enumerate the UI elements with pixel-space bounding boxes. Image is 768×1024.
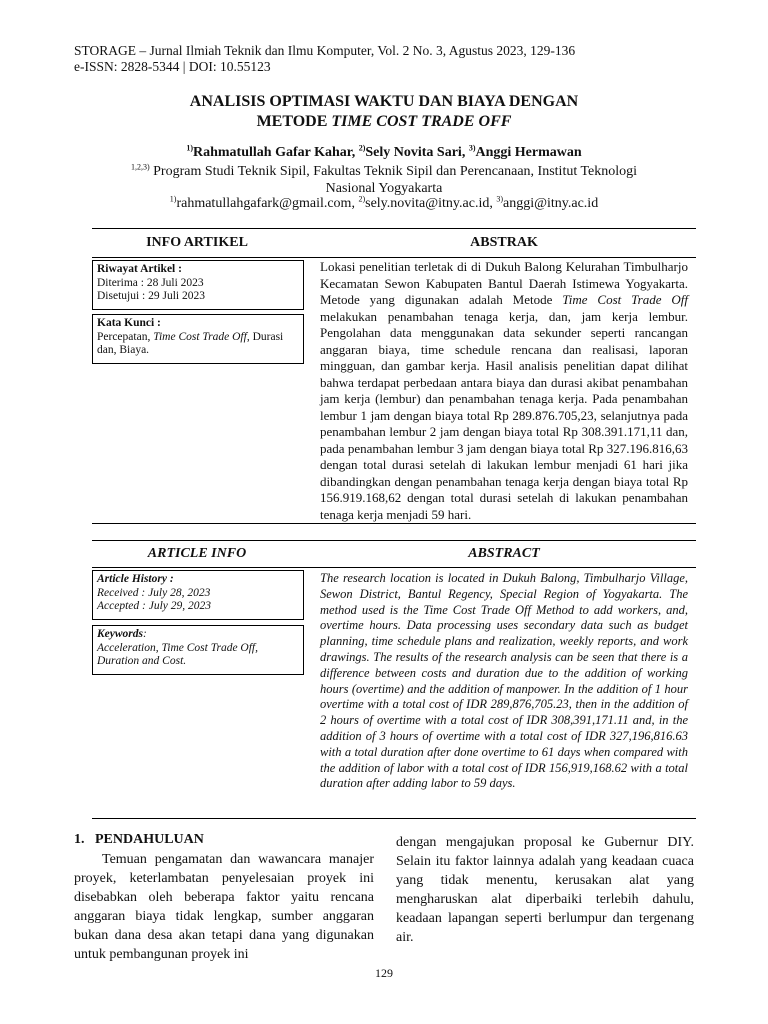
- journal-name: STORAGE: [74, 43, 137, 58]
- received-date-en: Received : July 28, 2023: [97, 586, 211, 599]
- keywords-label-en: [97, 628, 299, 642]
- abstrak-part: Lokasi penelitian terletak di di Dukuh Balong Kelurahan Timbulharjo Kecamatan Sewon Kabupaten Bantul Daerah Istimewa Yogyakarta. Metode yang digunakan adalah Metode: [320, 259, 688, 307]
- email[interactable]: sely.novita@itny.ac.id,: [365, 196, 497, 211]
- journal-header-line2: e-ISSN: 2828-5344 | DOI: 10.55123: [74, 59, 271, 74]
- history-label-en: Article History :: [97, 573, 174, 585]
- email[interactable]: anggi@itny.ac.id: [503, 196, 599, 211]
- keywords-label-bold: Keywords: [97, 628, 143, 640]
- keywords-box-en: [92, 625, 304, 675]
- email-sup: 1): [169, 194, 177, 204]
- abstrak-part: melakukan penambahan tenaga kerja, dan, jam kerja lembur. Pengolahan data menggunakan data sekunder seperti rancangan anggaran biaya, time schedule rencana dan realisasi, laporan mingguan, dan gambar kerja. Hasil analisis penelitian dapat dilihat bahwa terdapat perbedaan antara biaya dan durasi akibat penambahan jam kerja (lembur) dan penambahan tenaga kerja. Pada penambahan lembur 1 jam dengan biaya total Rp 289.876.705,23, selanjutnya pada penambahan lembur 2 jam dengan biaya total Rp 308.391.171,11 dan, pada penambahan lembur 3 jam dengan biaya total Rp 327.196.816,63 dengan total durasi setelah di lakukan lembur menjadi 61 hari jika dibandingkan dengan penambahan tenaga kerja dengan biaya total Rp 156.919.168,62 dengan total durasi setelah di lakukan penambahan tenaga kerja menjadi 59 hari.: [320, 308, 688, 522]
- page-number: 129: [375, 966, 393, 980]
- abstrak-heading: ABSTRAK: [470, 235, 538, 250]
- divider: [92, 567, 696, 568]
- keywords-text: [97, 331, 299, 358]
- journal-details: – Jurnal Ilmiah Teknik dan Ilmu Komputer, Vol. 2 No. 3, Agustus 2023, 129-136: [136, 43, 576, 58]
- keyword: Time Cost Trade Off: [153, 330, 247, 343]
- abstrak-part: Time Cost Trade Off: [562, 292, 689, 307]
- author-emails: [0, 196, 768, 212]
- keywords-text-en: Acceleration, Time Cost Trade Off, Duration and Cost.: [97, 641, 258, 667]
- divider: [92, 257, 696, 258]
- author-name: Rahmatullah Gafar Kahar,: [193, 145, 359, 160]
- abstrak-text: [320, 259, 688, 523]
- divider: [92, 228, 696, 229]
- affiliation-line1: Program Studi Teknik Sipil, Fakultas Teknik Sipil dan Perencanaan, Institut Teknologi: [149, 164, 638, 179]
- intro-right-column: dengan mengajukan proposal ke Gubernur DIY. Selain itu faktor lainnya adalah yang keadaan cuaca yang tidak menentu, kerusakan alat yang mengharuskan alat diperbaiki terlebih dahulu, keadaan lapangan seperti berlumpur dan tergenang air.: [396, 835, 694, 945]
- section-heading-introduction: 1. PENDAHULUAN: [74, 832, 204, 847]
- paper-title-line2: [0, 112, 768, 132]
- author-name: Anggi Hermawan: [475, 145, 582, 160]
- divider: [92, 540, 696, 541]
- intro-left-column: Temuan pengamatan dan wawancara manajer proyek, keterlambatan penyelesaian proyek ini disebabkan oleh beberapa faktor yaitu rencana anggaran biaya tidak lengkap, sumber anggaran bukan dana desa akan tetapi dana yang digunakan untuk pembangunan proyek ini: [74, 852, 374, 962]
- info-artikel-heading: INFO ARTIKEL: [146, 235, 248, 250]
- history-label: Riwayat Artikel :: [97, 263, 182, 275]
- author-sup: 1): [186, 143, 193, 153]
- divider: [92, 523, 696, 524]
- email-sup: 3): [496, 194, 504, 204]
- author-name: Sely Novita Sari,: [365, 145, 469, 160]
- title-prefix: METODE: [256, 113, 332, 130]
- keywords-colon: :: [143, 628, 147, 640]
- article-info-heading: ARTICLE INFO: [147, 546, 247, 561]
- accepted-date-en: Accepted : July 29, 2023: [97, 600, 211, 612]
- article-history-box: [92, 260, 304, 310]
- author-sup: 3): [468, 143, 476, 153]
- divider: [92, 818, 696, 819]
- email-sup: 2): [358, 194, 366, 204]
- author-list: [0, 145, 768, 161]
- keywords-box: [92, 314, 304, 364]
- keyword: , Durasi dan, Biaya.: [97, 330, 284, 356]
- abstract-heading: ABSTRACT: [468, 546, 540, 561]
- email[interactable]: rahmatullahgafark@gmail.com,: [176, 196, 359, 211]
- keywords-label: Kata Kunci :: [97, 317, 161, 329]
- paper-title-line1: ANALISIS OPTIMASI WAKTU DAN BIAYA DENGAN: [189, 93, 579, 110]
- abstract-text: The research location is located in Dukuh Balong, Timbulharjo Village, Sewon District, Bantul Regency, Special Region of Yogyakarta. The method used is the Time Cost Trade Off Method to add workers, and, overtime hours. Data processing uses secondary data such as budget planning, time schedule plans and realization, weekly reports, and work drawings. The results of the research analysis can be seen that there is a difference between costs and duration due to the addition of working hours (overtime) and the addition of manpower. In the addition of 1 hour overtime with a total cost of IDR 289,876,705.23, then in the addition of 2 hours of overtime with a total cost of IDR 308,391,171.11 and, in the addition of 3 hours of overtime with a total cost of IDR 327,196,816.63 with a total duration after done overtime to 61 days when compared with the addition of labor with a total cost of IDR 156,919,168.62 with a total duration after adding labor to 59 days.: [320, 571, 688, 791]
- affiliation-sup: 1,2,3): [130, 162, 150, 172]
- article-history-box-en: [92, 570, 304, 620]
- author-sup: 2): [358, 143, 366, 153]
- journal-header-line1: [74, 43, 575, 59]
- keyword: Percepatan,: [97, 330, 154, 343]
- affiliation: [0, 163, 768, 197]
- title-italic: TIME COST TRADE OFF: [331, 113, 512, 130]
- received-date: Diterima : 28 Juli 2023: [97, 276, 204, 289]
- accepted-date: Disetujui : 29 Juli 2023: [97, 290, 205, 302]
- affiliation-line2: Nasional Yogyakarta: [325, 181, 443, 196]
